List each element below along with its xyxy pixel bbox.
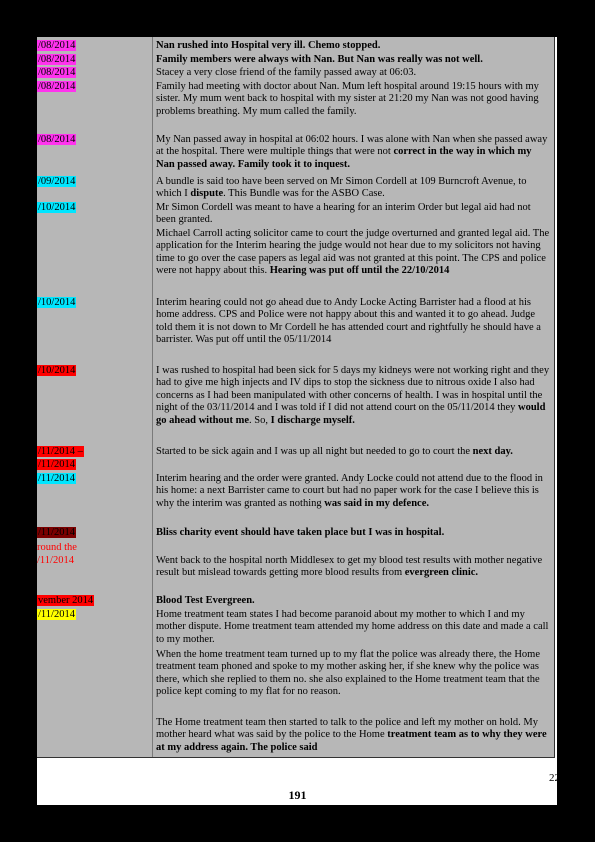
entry-text: [156, 228, 550, 278]
entry-text-run: . So,: [249, 414, 271, 426]
entry-text-run: Interim hearing could not go ahead due to Andy Locke Acting Barrister had a flood at his home address. CPS and Police were not happy about this and wanted it to go ahead. Judge told them it is not down to Mr Cordell he has attended court and rightfully he should have a barrister. Was put off until the 05/11/2014: [156, 297, 541, 346]
date-cell: /08/2014: [38, 67, 76, 78]
entry-text: [156, 134, 550, 171]
entry-text-run: When the home treatment team turned up to my flat the police was already there, the Home treatment team phoned and spoke to my mother asking her, if she knew why the police was there, which she replied to them no. she also explained to the Home treatment team that the police kept coming to my flat for no reason.: [156, 649, 540, 698]
entry-text-run: was said in my defence.: [324, 497, 429, 509]
entry-text: [156, 297, 550, 347]
entry-text-run: correct in the way in which my Nan passed away. Family took it to inquest.: [156, 146, 532, 170]
entry-text-run: Family members were always with Nan. But Nan was really was not well.: [156, 54, 483, 65]
entry-text: [156, 609, 550, 646]
entry-text: [156, 446, 550, 458]
entry-text: [156, 473, 550, 510]
date-cell: /10/2014: [38, 297, 76, 308]
date-cell: vember 2014: [38, 595, 94, 606]
timeline-table: [37, 37, 555, 758]
entry-text-run: My Nan passed away in hospital at 06:02 hours. I was alone with Nan when she passed away at the hospital. There were multiple things that were not: [156, 134, 548, 158]
date-cell: /08/2014: [38, 40, 76, 51]
entry-text-run: Blood Test Evergreen.: [156, 595, 255, 606]
entry-text: [156, 40, 550, 52]
date-cell: /10/2014: [38, 202, 76, 213]
entry-text-run: Bliss charity event should have taken place but I was in hospital.: [156, 527, 445, 538]
entry-text-run: . This Bundle was for the ASBO Case.: [223, 188, 385, 200]
date-cell: /09/2014: [38, 176, 76, 187]
entry-text-run: treatment team as to why they were at my address again. The police said: [156, 729, 547, 753]
entry-text: [156, 555, 550, 580]
entry-text: [156, 54, 550, 66]
entry-text-run: Started to be sick again and I was up all night but needed to go to court the: [156, 446, 473, 457]
date-cell: /08/2014: [38, 81, 76, 92]
date-cell: /08/2014: [38, 134, 76, 145]
date-cell: /11/2014: [38, 459, 75, 470]
side-page-number: 22: [549, 772, 560, 784]
entry-text: [156, 527, 550, 539]
entry-text-run: would go ahead without me: [156, 402, 546, 426]
entry-text-run: Interim hearing and the order were granted. Andy Locke could not attend due to the flood in his home: a next Barrister came to court but had no paper work for the case I believe this is why the interim was granted as nothing: [156, 473, 543, 509]
column-divider: [152, 37, 153, 757]
entry-text: [156, 81, 550, 118]
entry-text: [156, 67, 550, 79]
date-cell: /10/2014: [38, 365, 76, 376]
entry-text: [156, 649, 550, 699]
page-number: 191: [288, 788, 307, 802]
entry-text: [156, 202, 550, 227]
entry-text-run: evergreen clinic.: [404, 567, 479, 579]
date-cell: /11/2014: [37, 555, 74, 566]
entry-text-run: Home treatment team states I had become paranoid about my mother to which I and my mother dispute. Home treatment team attended my home address on this date and made a call to my mother.: [156, 609, 549, 645]
entry-text-run: dispute: [190, 188, 224, 200]
date-cell: /08/2014: [38, 54, 76, 65]
entry-text-run: next day.: [472, 446, 513, 457]
entry-text-run: I was rushed to hospital had been sick for 5 days my kidneys were not working right and they had to give me high injects and IV dips to stop the sickness due to nitrous oxide I also had concerns as I had been manipulated with other concerns of health. I was in hospital until the night of the 03/11/2014 and I was told if I did not attend court on the 05/11/2014 they: [156, 365, 550, 414]
entry-text-run: Nan rushed into Hospital very ill. Chemo stopped.: [156, 40, 381, 51]
entry-text-run: Stacey a very close friend of the family passed away at 06:03.: [156, 67, 417, 78]
document-page: [37, 37, 557, 805]
date-cell: /11/2014: [38, 609, 75, 620]
date-cell: /11/2014: [38, 527, 75, 538]
entry-text-run: Michael Carroll acting solicitor came to court the judge overturned and granted legal aid. The application for the Interim hearing the judge would not hear due to my solicitors not having time to go over the case papers as legal aid was not granted at this point. The CPS and police were not happy about this.: [156, 228, 550, 277]
entry-text-run: Went back to the hospital north Middlesex to get my blood test results with mother negative result but mislead towards getting more blood results from: [156, 555, 543, 579]
entry-text-run: Mr Simon Cordell was meant to have a hearing for an interim Order but legal aid had not been granted.: [156, 202, 531, 226]
date-cell: round the: [37, 542, 77, 553]
date-cell: /11/2014 –: [38, 446, 83, 457]
entry-text-run: Family had meeting with doctor about Nan. Mum left hospital around 19:15 hours with my sister. My mum went back to hospital with my sister at 21:20 my Nan was not good having problems breathing. My mum called the family.: [156, 81, 539, 117]
date-cell: /11/2014: [38, 473, 75, 484]
entry-text-run: Hearing was put off until the 22/10/2014: [269, 265, 450, 277]
entry-text-run: A bundle is said too have been served on Mr Simon Cordell at 109 Burncroft Avenue, to which I: [156, 176, 527, 200]
entry-text: [156, 365, 550, 427]
entry-text: [156, 595, 550, 607]
entry-text-run: I discharge myself.: [270, 414, 355, 426]
entry-text: [156, 717, 550, 754]
entry-text-run: The Home treatment team then started to talk to the police and left my mother on hold. My mother heard what was said by the police to the Home: [156, 717, 538, 741]
entry-text: [156, 176, 550, 201]
